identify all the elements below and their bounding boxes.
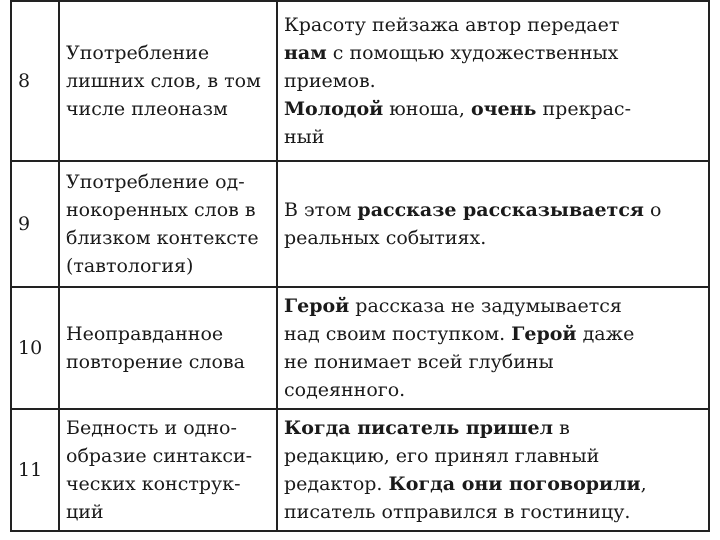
highlighted-word: нам: [284, 42, 327, 64]
example-text: приемов.: [284, 70, 376, 92]
highlighted-word: Когда они поговорили: [388, 473, 641, 495]
example-text: юноша,: [383, 98, 471, 120]
error-type-line: нокоренных слов в: [66, 199, 256, 221]
example-line: [284, 123, 704, 151]
example-line: [284, 498, 704, 526]
example-line: [284, 320, 704, 348]
example-line: [284, 95, 704, 123]
example-text: в: [553, 417, 570, 439]
error-type-line: Употребление: [66, 42, 210, 64]
error-type-line: ческих конструк-: [66, 473, 241, 495]
example-text: над своим поступком.: [284, 323, 512, 345]
highlighted-word: очень: [470, 98, 537, 120]
error-examples-table: [10, 0, 710, 532]
error-type-line: числе плеоназм: [66, 98, 228, 120]
example-cell: [277, 1, 709, 161]
example-line: [284, 196, 704, 224]
table-row: [11, 287, 709, 409]
row-number-cell: 8: [11, 1, 59, 161]
table-row: [11, 409, 709, 531]
error-type-line: ций: [66, 501, 104, 523]
error-type-line: образие синтакси-: [66, 445, 253, 467]
example-text: Красоту пейзажа автор передает: [284, 14, 620, 36]
example-line: [284, 348, 704, 376]
error-type-cell: [59, 409, 277, 531]
example-text: о: [643, 199, 662, 221]
example-text: редакцию, его принял главный: [284, 445, 600, 467]
example-line: [284, 470, 704, 498]
highlighted-word: Герой: [511, 323, 577, 345]
highlighted-word: рассказе рассказывается: [357, 199, 644, 221]
row-number-cell: 10: [11, 287, 59, 409]
error-type-cell: [59, 287, 277, 409]
example-text: ный: [284, 126, 325, 148]
example-text: реальных событиях.: [284, 227, 487, 249]
error-type-line: лишних слов, в том: [66, 70, 261, 92]
example-line: [284, 67, 704, 95]
example-line: [284, 39, 704, 67]
error-type-line: (тавтология): [66, 255, 194, 277]
example-line: [284, 442, 704, 470]
row-number-cell: 9: [11, 161, 59, 287]
highlighted-word: Когда писатель пришел: [284, 417, 554, 439]
error-type-cell: [59, 161, 277, 287]
error-type-cell: [59, 1, 277, 161]
error-type-line: Бедность и одно-: [66, 417, 237, 439]
example-line: [284, 11, 704, 39]
error-type-line: Употребление од-: [66, 171, 245, 193]
error-type-line: близком контексте: [66, 227, 259, 249]
example-cell: [277, 409, 709, 531]
example-text: редактор.: [284, 473, 389, 495]
example-text: даже: [576, 323, 635, 345]
highlighted-word: Герой: [284, 295, 350, 317]
example-line: [284, 414, 704, 442]
table-row: [11, 161, 709, 287]
row-number-cell: 11: [11, 409, 59, 531]
example-cell: [277, 161, 709, 287]
error-type-line: повторение слова: [66, 351, 245, 373]
error-type-line: Неоправданное: [66, 323, 224, 345]
example-text: рассказа не задумывается: [349, 295, 622, 317]
example-line: [284, 292, 704, 320]
table-row: [11, 1, 709, 161]
example-cell: [277, 287, 709, 409]
example-text: содеянного.: [284, 379, 406, 401]
example-text: ,: [640, 473, 647, 495]
example-line: [284, 376, 704, 404]
example-text: не понимает всей глубины: [284, 351, 554, 373]
highlighted-word: Молодой: [284, 98, 384, 120]
example-text: писатель отправился в гостиницу.: [284, 501, 631, 523]
example-text: прекрас-: [536, 98, 631, 120]
example-text: с помощью художественных: [326, 42, 619, 64]
example-text: В этом: [284, 199, 358, 221]
example-line: [284, 224, 704, 252]
